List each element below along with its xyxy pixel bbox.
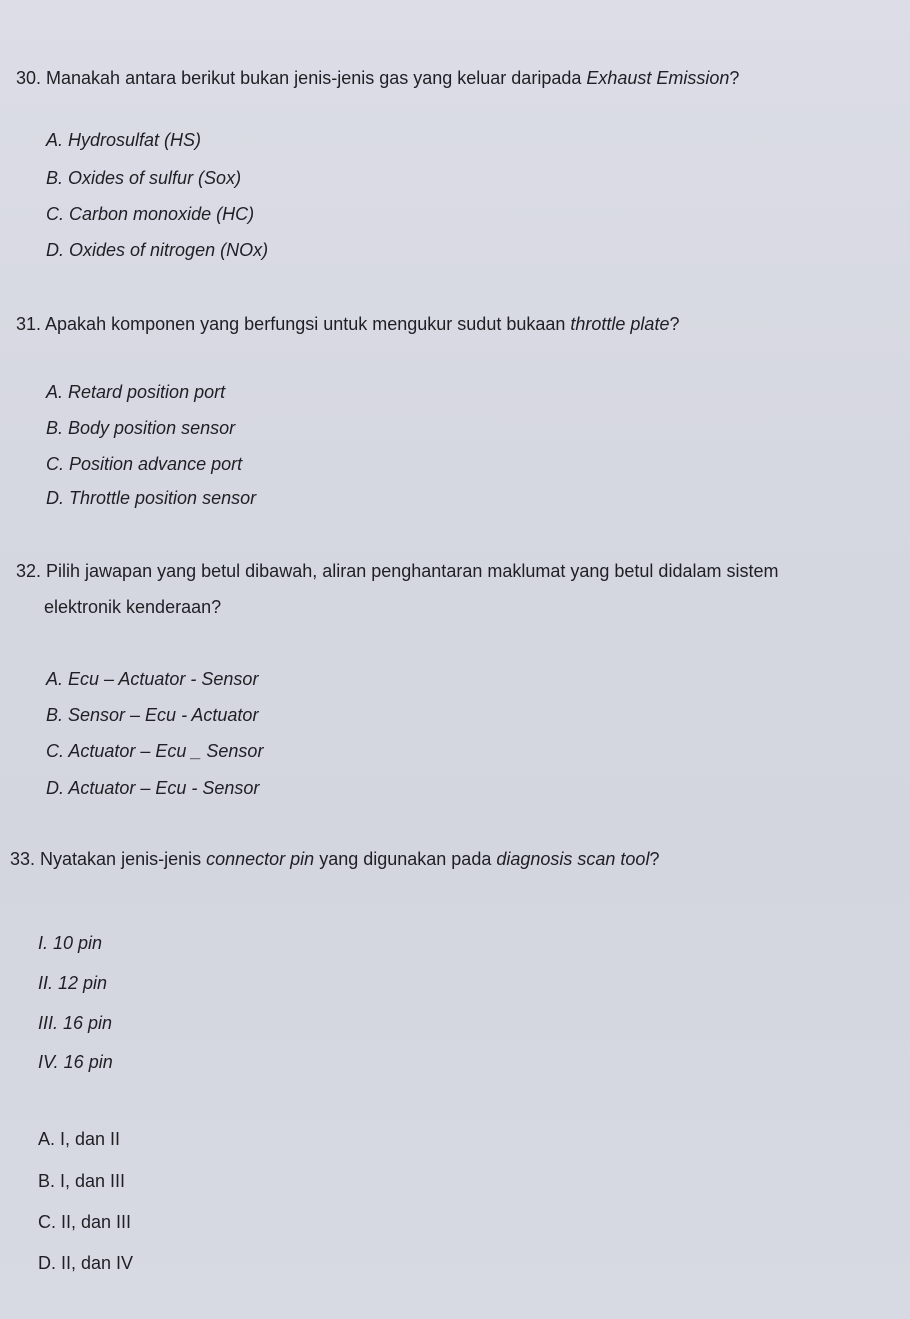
question-33-option-d[interactable]: D. II, dan IV bbox=[38, 1253, 134, 1273]
question-30-emphasis: Exhaust Emission bbox=[586, 68, 730, 88]
question-32-option-c[interactable]: C. Actuator – Ecu _ Sensor bbox=[46, 741, 264, 761]
question-32-option-d[interactable]: D. Actuator – Ecu - Sensor bbox=[46, 778, 260, 798]
question-31-option-a[interactable]: A. Retard position port bbox=[46, 382, 226, 402]
question-31-option-b[interactable]: B. Body position sensor bbox=[46, 418, 236, 438]
question-30-option-a[interactable]: A. Hydrosulfat (HS) bbox=[46, 130, 202, 150]
question-30-mark: ? bbox=[729, 68, 740, 88]
question-31-option-c[interactable]: C. Position advance port bbox=[46, 454, 243, 474]
question-31-option-d[interactable]: D. Throttle position sensor bbox=[46, 488, 257, 508]
question-31-emphasis: throttle plate bbox=[570, 314, 670, 334]
question-33-option-c[interactable]: C. II, dan III bbox=[38, 1212, 132, 1232]
question-30-option-b[interactable]: B. Oxides of sulfur (Sox) bbox=[46, 168, 242, 188]
question-31 bbox=[16, 314, 679, 335]
question-33-emphasis-1: connector pin bbox=[206, 849, 315, 869]
question-30-option-d[interactable]: D. Oxides of nitrogen (NOx) bbox=[46, 240, 269, 260]
question-33-text: 33. Nyatakan jenis-jenis bbox=[10, 849, 207, 869]
question-33 bbox=[10, 849, 659, 870]
question-32-line-1: 32. Pilih jawapan yang betul dibawah, aliran penghantaran maklumat yang betul didalam sistem bbox=[16, 561, 779, 581]
question-32-option-a[interactable]: A. Ecu – Actuator - Sensor bbox=[46, 669, 259, 689]
question-32-line-2: elektronik kenderaan? bbox=[44, 597, 222, 617]
question-33-mark: ? bbox=[649, 849, 660, 869]
question-33-emphasis-2: diagnosis scan tool bbox=[496, 849, 650, 869]
question-33-option-b[interactable]: B. I, dan III bbox=[38, 1171, 126, 1191]
question-30-option-c[interactable]: C. Carbon monoxide (HC) bbox=[46, 204, 255, 224]
question-33-item-3: III. 16 pin bbox=[38, 1013, 113, 1033]
question-33-item-4: IV. 16 pin bbox=[38, 1052, 113, 1072]
question-33-item-1: I. 10 pin bbox=[38, 933, 103, 953]
question-31-text: 31. Apakah komponen yang berfungsi untuk mengukur sudut bukaan bbox=[16, 314, 571, 334]
question-30-text: 30. Manakah antara berikut bukan jenis-jenis gas yang keluar daripada bbox=[16, 68, 587, 88]
question-31-mark: ? bbox=[669, 314, 680, 334]
question-33-item-2: II. 12 pin bbox=[38, 973, 108, 993]
question-33-text-mid: yang digunakan pada bbox=[314, 849, 497, 869]
question-32-option-b[interactable]: B. Sensor – Ecu - Actuator bbox=[46, 705, 259, 725]
question-30 bbox=[16, 68, 739, 89]
question-33-option-a[interactable]: A. I, dan II bbox=[38, 1129, 121, 1149]
